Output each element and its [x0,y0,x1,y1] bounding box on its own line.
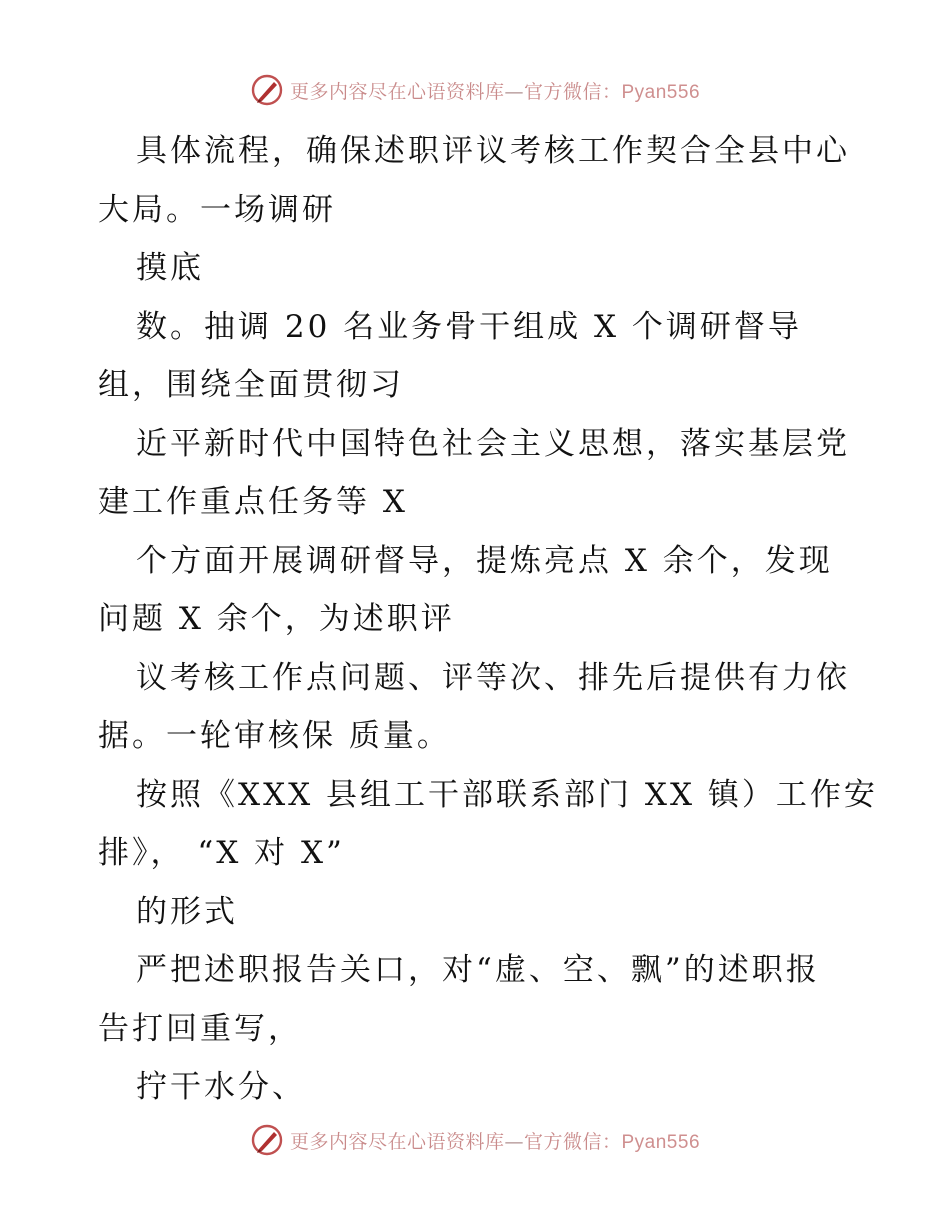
text-line: 严把述职报告关口，对“虚、空、飘”的述职报 [136,952,820,988]
watermark-title: 更多内容尽在心语资料库 [289,1130,505,1153]
text-line: 据。一轮审核保 质量。 [98,718,451,754]
text-line: 按照《XXX 县组工干部联系部门 XX 镇）工作安 [136,776,878,813]
text-line: 建工作重点任务等 X [98,484,408,520]
footer-watermark [0,1120,950,1160]
text-line: 数。抽调 20 名业务骨干组成 X 个调研督导 [136,308,802,345]
text-line: 大局。一场调研 [98,191,336,228]
watermark-separator: — [504,80,524,103]
watermark-account: Pyan556 [621,1131,701,1153]
pen-logo-icon [250,1123,284,1157]
text-line: 近平新时代中国特色社会主义思想，落实基层党 [136,425,850,462]
text-line: 具体流程，确保述职评议考核工作契合全县中心 [136,133,850,169]
watermark-account-label: 官方微信： [523,80,622,103]
watermark-account: Pyan556 [621,81,701,103]
text-line: 的形式 [136,893,238,930]
watermark-account-label: 官方微信： [523,1130,622,1153]
text-line: 组，围绕全面贯彻习 [98,367,404,403]
text-line: 议考核工作点问题、评等次、排先后提供有力依 [136,659,850,696]
text-line: 排》， “X 对 X” [98,835,345,871]
pen-logo-icon [250,73,284,107]
text-line: 拧干水分、 [136,1069,306,1105]
document-body [98,122,878,1117]
watermark-title: 更多内容尽在心语资料库 [289,80,505,103]
text-line: 告打回重写， [98,1010,302,1047]
text-line: 问题 X 余个，为述职评 [98,601,455,637]
header-watermark [0,70,950,110]
text-line: 摸底 [136,250,204,286]
watermark-separator: — [504,1130,524,1153]
text-line: 个方面开展调研督导，提炼亮点 X 余个，发现 [136,542,833,579]
